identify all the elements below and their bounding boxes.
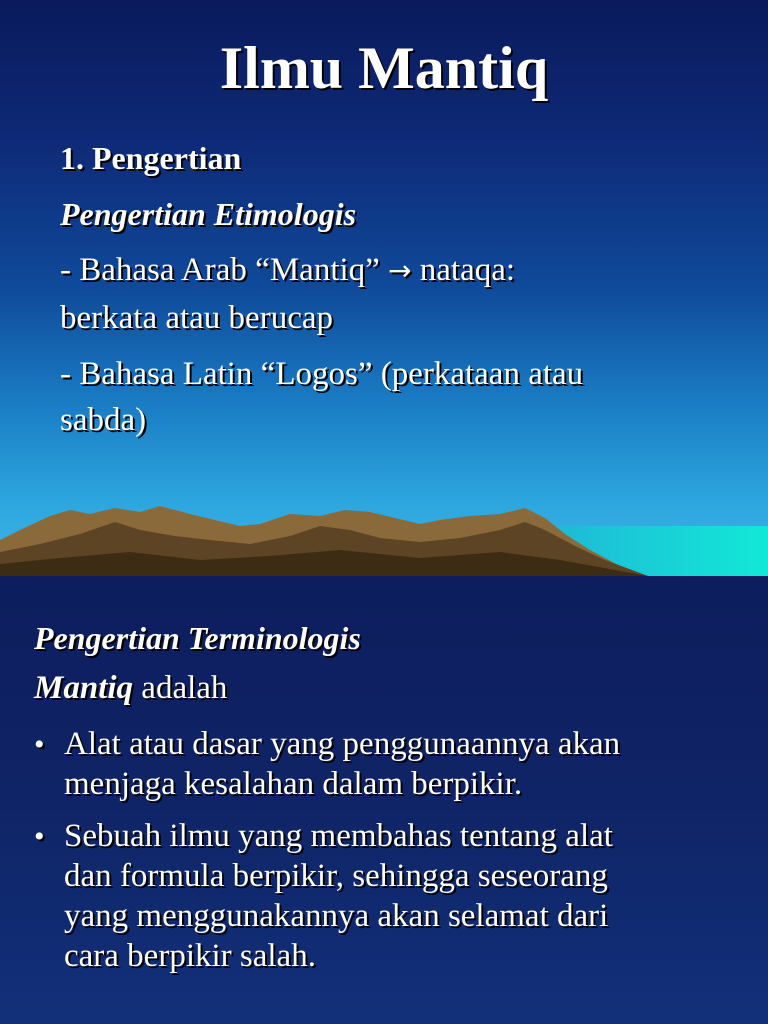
etimologis-line-3: - Bahasa Latin “Logos” (perkataan atau [60, 356, 584, 392]
mountain-landscape [0, 500, 768, 576]
intro-line [34, 670, 227, 707]
bullet-1-line-2: menjaga kesalahan dalam berpikir. [64, 766, 523, 802]
bullet-marker: • [34, 728, 45, 761]
right-arrow-icon: → [388, 254, 412, 287]
subheading-etimologis: Pengertian Etimologis [60, 196, 357, 232]
etimologis-line-1-prefix: - Bahasa Arab “Mantiq” [60, 252, 380, 288]
etimologis-line-1-suffix: nataqa: [419, 252, 516, 288]
bullet-1 [64, 724, 744, 804]
etimologis-line-1 [60, 252, 515, 289]
bullet-2-line-2: dan formula berpikir, sehingga seseorang [64, 858, 608, 894]
etimologis-line-4: sabda) [60, 402, 147, 438]
section-heading: 1. Pengertian [60, 140, 242, 176]
bullet-1-line-1: Alat atau dasar yang penggunaannya akan [64, 726, 621, 762]
bullet-2-line-4: cara berpikir salah. [64, 938, 316, 974]
bullet-2-line-1: Sebuah ilmu yang membahas tentang alat [64, 818, 613, 854]
subheading-terminologis: Pengertian Terminologis [34, 620, 361, 656]
slide-2 [0, 576, 768, 1024]
slide-title: Ilmu Mantiq [219, 35, 549, 101]
etimologis-line-2: berkata atau berucap [60, 300, 333, 336]
bullet-2 [64, 816, 744, 976]
intro-term: Mantiq [34, 670, 134, 706]
bullet-2-line-3: yang menggunakannya akan selamat dari [64, 898, 609, 934]
bullet-marker: • [34, 820, 45, 853]
intro-rest: adalah [141, 670, 228, 706]
